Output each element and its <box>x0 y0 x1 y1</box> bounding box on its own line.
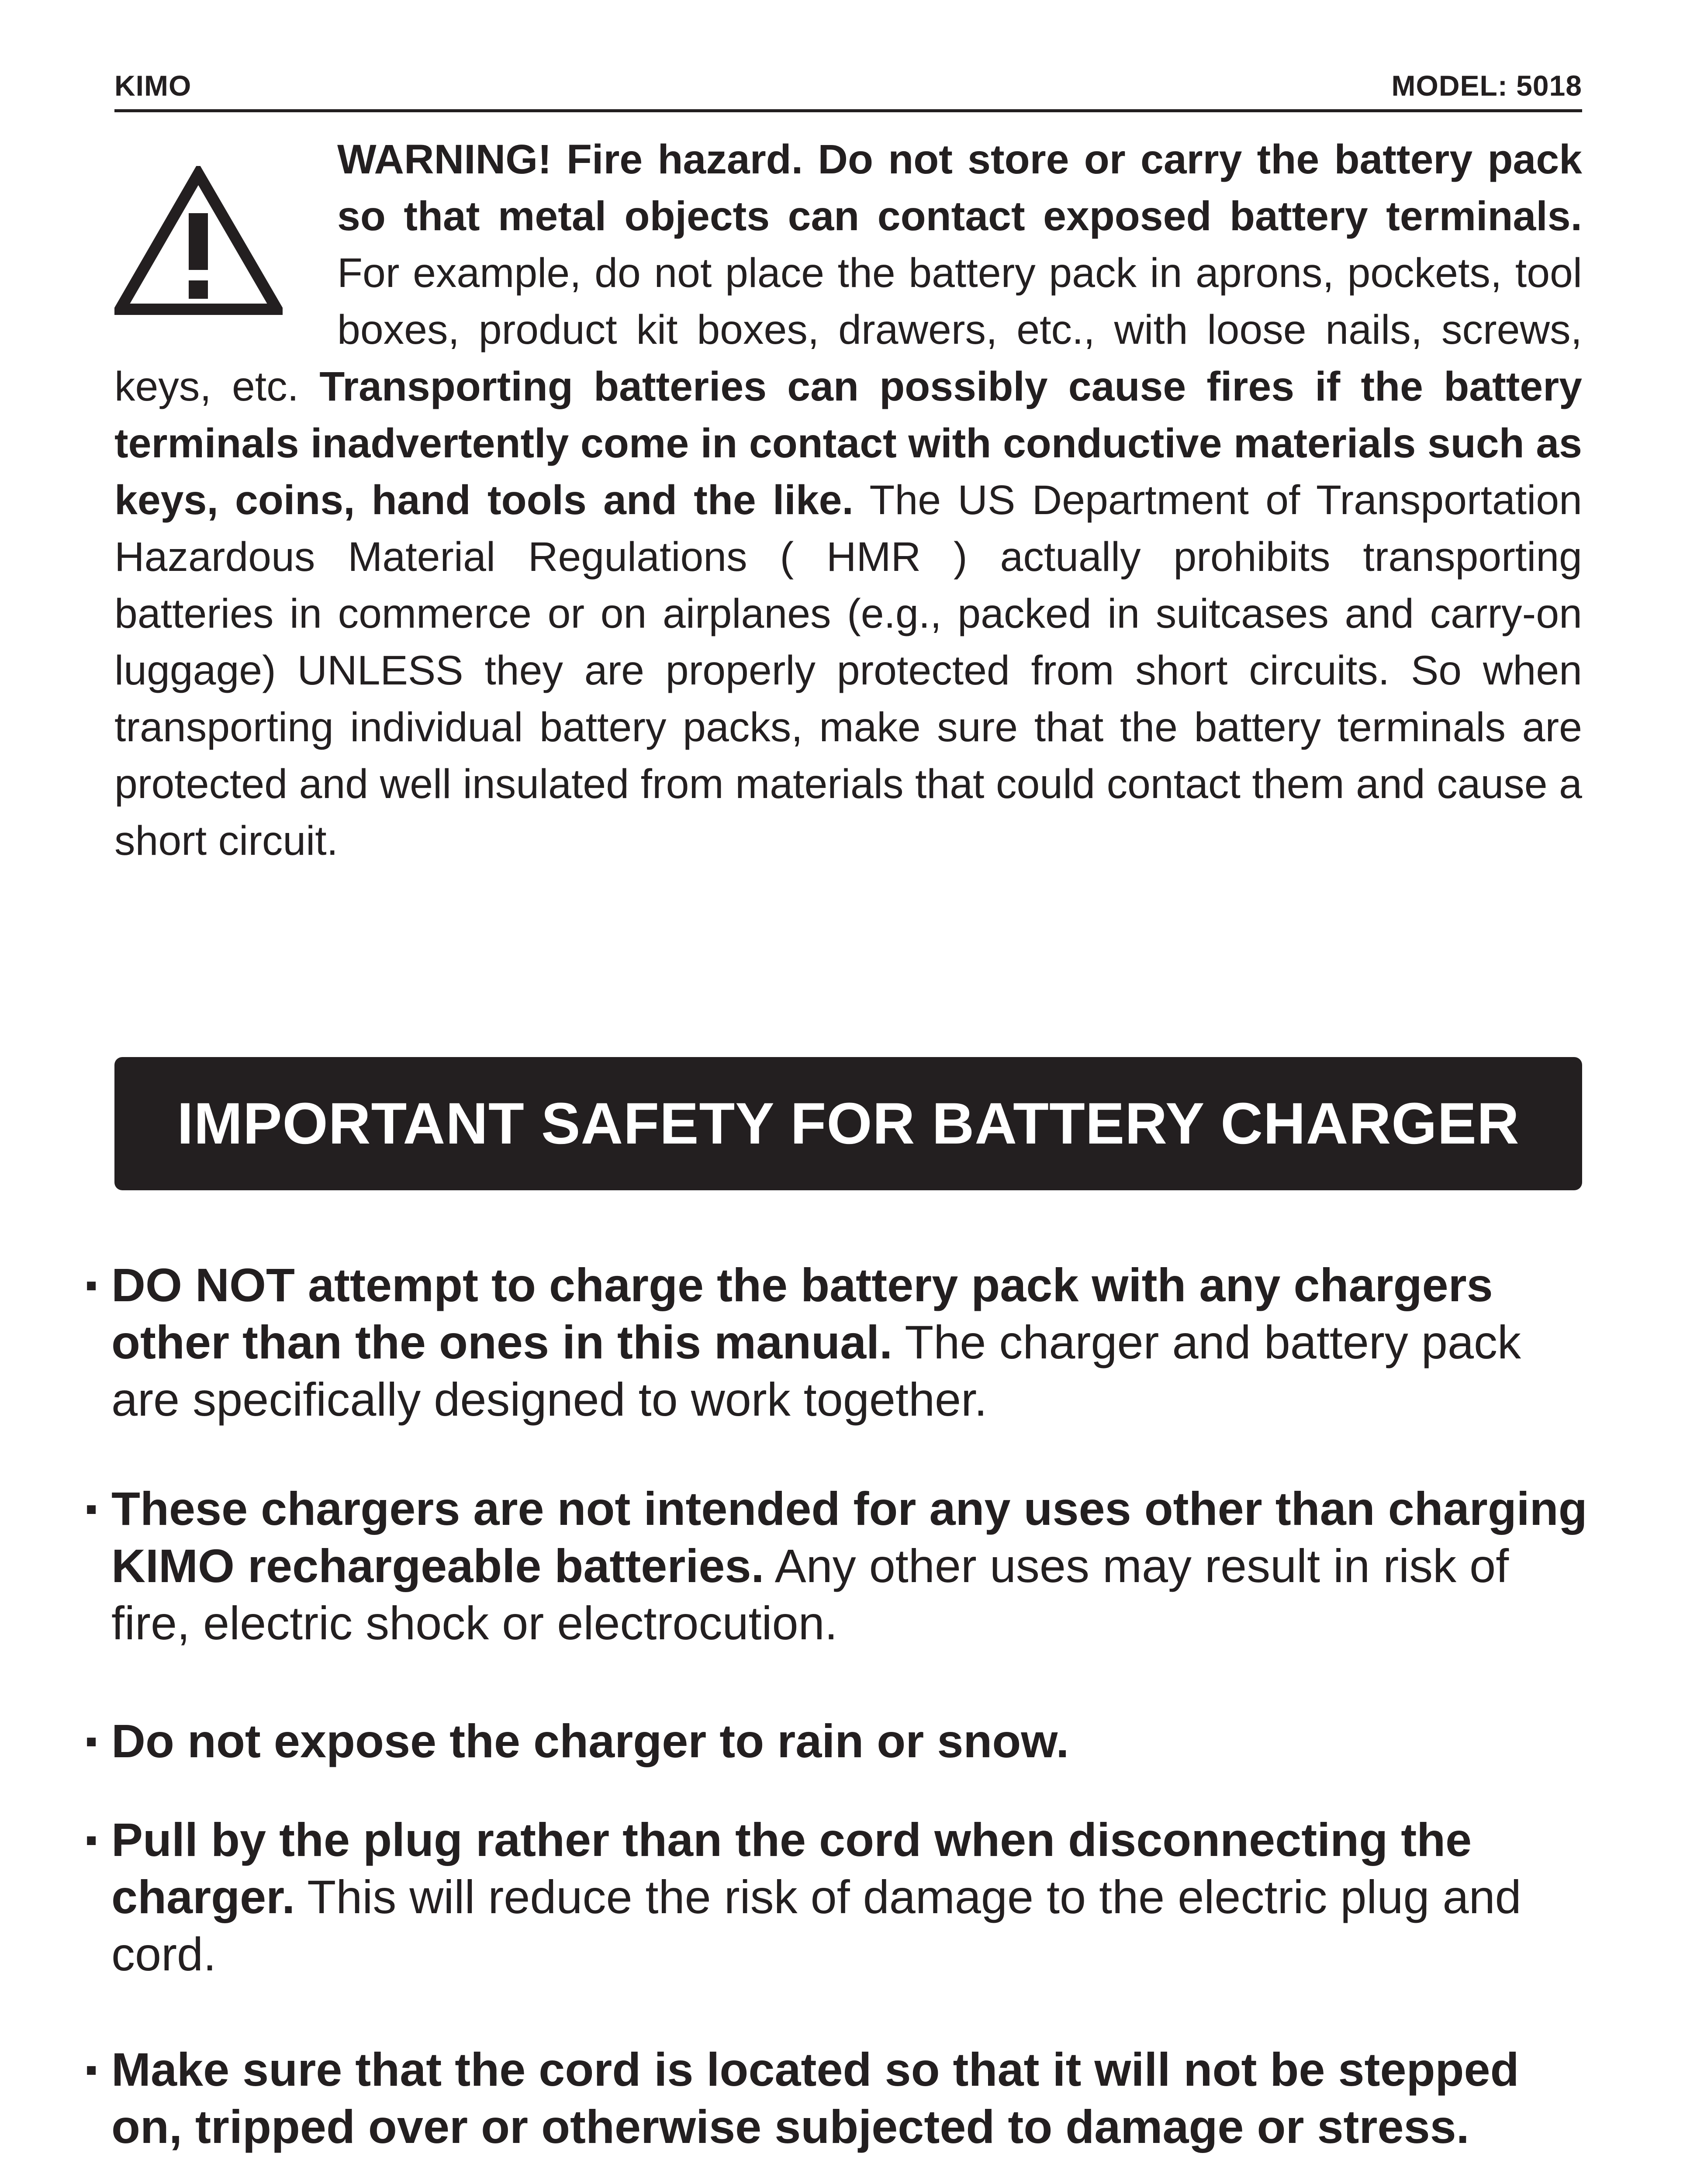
bullet-bold-text: These chargers are not intended for any uses other than charging KIMO rechargeable batteries. <box>111 1482 1587 1592</box>
list-item <box>85 1256 1592 1428</box>
list-item <box>85 1712 1592 1769</box>
list-item <box>85 2041 1592 2155</box>
list-item <box>85 1811 1592 1983</box>
bullet-marker: ▪ <box>85 1489 98 1528</box>
bullet-normal-text: This will reduce the risk of damage to the electric plug and cord. <box>111 1870 1521 1980</box>
bullet-marker: ▪ <box>85 1820 98 1859</box>
bullet-bold-text: DO NOT attempt to charge the battery pack with any chargers other than the ones in this manual. <box>111 1258 1493 1368</box>
bullet-normal-text: The charger and battery pack are specifically designed to work together. <box>111 1316 1521 1426</box>
model-number: MODEL: 5018 <box>1391 69 1582 102</box>
fire-hazard-warning <box>114 131 1582 869</box>
section-banner: IMPORTANT SAFETY FOR BATTERY CHARGER <box>114 1057 1582 1190</box>
bullet-bold-text: Pull by the plug rather than the cord when disconnecting the charger. <box>111 1813 1472 1923</box>
page-header <box>114 66 1582 112</box>
bullet-marker: ▪ <box>85 1265 98 1304</box>
warning-normal-2: The US Department of Transportation Hazardous Material Regulations ( HMR ) actually prohibits transporting batteries in commerce or on airplanes (e.g., packed in suitcases and carry-on luggage) UNLESS they are properly protected from short circuits. So when transporting individual battery packs, make sure that the battery terminals are protected and well insulated from materials that could contact them and cause a short circuit. <box>114 477 1582 864</box>
list-item <box>85 1480 1592 1652</box>
bullet-normal-text: Any other uses may result in risk of fire, electric shock or electrocution. <box>111 1539 1509 1649</box>
bullet-marker: ▪ <box>85 1721 98 1760</box>
bullet-marker: ▪ <box>85 2050 98 2089</box>
brand-name: KIMO <box>114 69 192 102</box>
warning-normal-1: For example, do not place the battery pack in aprons, pockets, tool boxes, product kit boxes, drawers, etc., with loose nails, screws, keys, etc. <box>114 250 1582 410</box>
warning-bold-1: WARNING! Fire hazard. Do not store or carry the battery pack so that metal objects can contact exposed battery terminals. <box>337 136 1582 239</box>
bullet-bold-text: Do not expose the charger to rain or snow. <box>111 1714 1069 1767</box>
warning-bold-2: Transporting batteries can possibly cause fires if the battery terminals inadvertently come in contact with conductive materials such as keys, coins, hand tools and the like. <box>114 363 1582 523</box>
bullet-bold-text: Make sure that the cord is located so that it will not be stepped on, tripped over or otherwise subjected to damage or stress. <box>111 2043 1519 2153</box>
